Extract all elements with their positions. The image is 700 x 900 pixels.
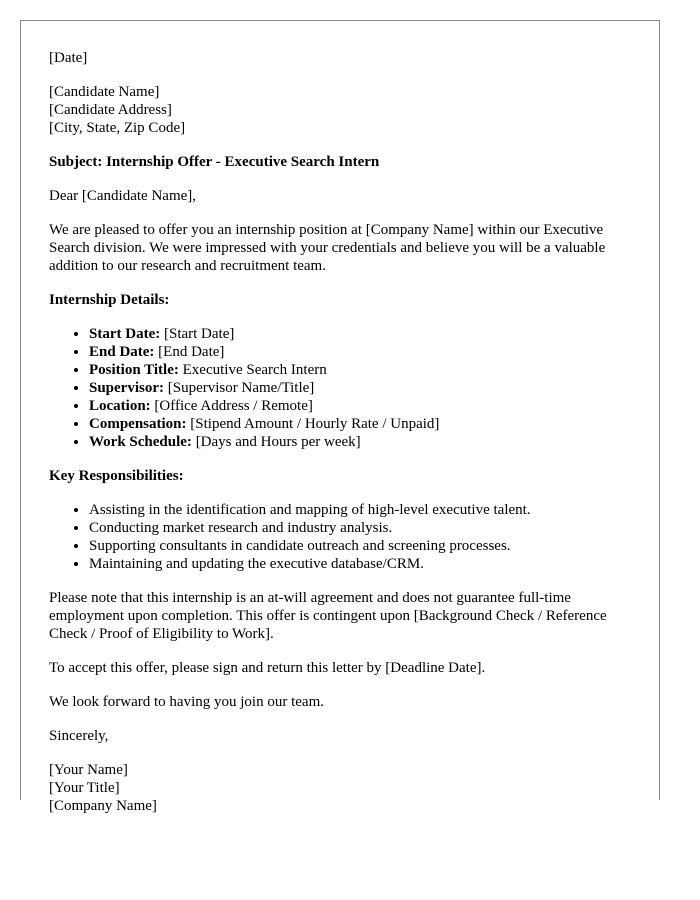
signature-title: [Your Title]: [49, 780, 120, 796]
signature-block: [49, 761, 635, 815]
list-item: [89, 397, 635, 415]
detail-label: Position Title:: [89, 362, 179, 378]
sign-off: Sincerely,: [49, 728, 109, 744]
detail-value: [Supervisor Name/Title]: [164, 380, 315, 396]
list-item: [89, 415, 635, 433]
detail-label: Work Schedule:: [89, 434, 192, 450]
detail-label: End Date:: [89, 344, 155, 360]
list-item: • Conducting market research and industry analysis.: [89, 519, 635, 537]
recipient-city-state-zip: [City, State, Zip Code]: [49, 120, 186, 136]
letter-body: [49, 49, 635, 831]
list-item: [89, 379, 635, 397]
responsibilities-list: [49, 501, 635, 573]
list-item: • Maintaining and updating the executive database/CRM.: [89, 555, 635, 573]
details-heading: Internship Details:: [49, 292, 170, 308]
list-item: [89, 343, 635, 361]
signature-name: [Your Name]: [49, 762, 128, 778]
detail-value: [Stipend Amount / Hourly Rate / Unpaid]: [186, 416, 440, 432]
list-item: [89, 325, 635, 343]
detail-value: [Start Date]: [160, 326, 235, 342]
details-list: [49, 325, 635, 451]
detail-value: [Days and Hours per week]: [191, 434, 361, 450]
note-paragraph: Please note that this internship is an at-will agreement and does not guarantee full-time employment upon completion. This offer is contingent upon [Background Check / Reference Check / Proof of Eligibility to Work].: [49, 590, 607, 642]
closing-line: We look forward to having you join our team.: [49, 694, 324, 710]
signature-company: [Company Name]: [49, 798, 157, 814]
acceptance-paragraph: To accept this offer, please sign and return this letter by [Deadline Date].: [49, 660, 486, 676]
salutation: Dear [Candidate Name],: [49, 188, 197, 204]
list-item: • Assisting in the identification and mapping of high-level executive talent.: [89, 501, 635, 519]
detail-label: Start Date:: [89, 326, 161, 342]
letter-page: [20, 20, 660, 814]
responsibilities-heading: Key Responsibilities:: [49, 468, 184, 484]
subject-line: Subject: Internship Offer - Executive Search Intern: [49, 154, 380, 170]
detail-label: Location:: [89, 398, 151, 414]
detail-value: Executive Search Intern: [178, 362, 327, 378]
letter-date: [Date]: [49, 50, 88, 66]
list-item: [89, 433, 635, 451]
recipient-block: [49, 83, 635, 137]
detail-label: Compensation:: [89, 416, 187, 432]
detail-value: [End Date]: [154, 344, 225, 360]
detail-value: [Office Address / Remote]: [150, 398, 313, 414]
intro-paragraph: We are pleased to offer you an internship position at [Company Name] within our Executive Search division. We were impressed with your credentials and believe you will be a valuable addition to our research and recruitment team.: [49, 222, 606, 274]
recipient-name: [Candidate Name]: [49, 84, 160, 100]
recipient-address: [Candidate Address]: [49, 102, 172, 118]
detail-label: Supervisor:: [89, 380, 164, 396]
list-item: • Supporting consultants in candidate outreach and screening processes.: [89, 537, 635, 555]
list-item: [89, 361, 635, 379]
